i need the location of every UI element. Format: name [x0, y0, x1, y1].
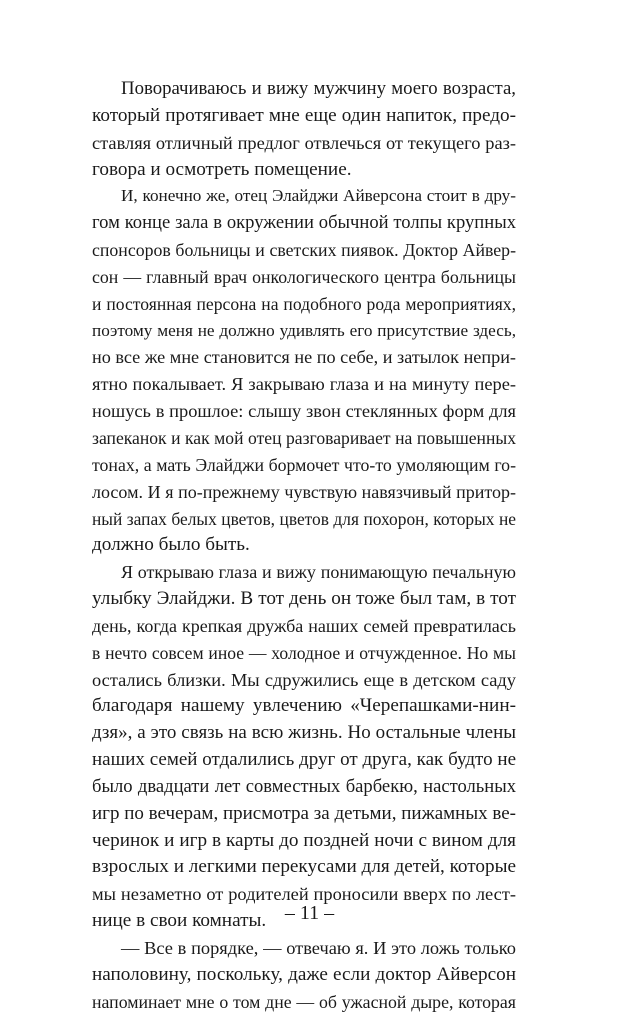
text-line: спонсоров больницы и светских пиявок. Доктор Айвер-	[92, 240, 516, 261]
text-line: Я открываю глаза и вижу понимающую печальную	[121, 562, 516, 583]
text-line: остались близки. Мы сдружились еще в детском саду	[92, 669, 516, 690]
text-line: поэтому меня не должно удивлять его присутствие здесь,	[92, 320, 516, 340]
text-line: наполовину, поскольку, даже если доктор Айверсон	[92, 963, 516, 985]
text-line: Поворачиваюсь и вижу мужчину моего возраста,	[121, 78, 516, 99]
text-line: И, конечно же, отец Элайджи Айверсона стоит в дру-	[121, 186, 516, 206]
text-line: напоминает мне о том дне — об ужасной дыре, которая	[92, 991, 516, 1012]
text-line: — Все в порядке, — отвечаю я. И это ложь только	[121, 938, 516, 958]
text-line: день, когда крепкая дружба наших семей превратилась	[92, 615, 516, 636]
text-line: лосом. И я по-прежнему чувствую навязчивый притор-	[92, 481, 516, 502]
text-line: улыбку Элайджи. В тот день он тоже был там, в тот	[92, 588, 516, 610]
text-line: наших семей отдалились друг от друга, как будто не	[92, 749, 516, 771]
text-line: ный запах белых цветов, цветов для похорон, которых не	[92, 508, 516, 529]
text-line: ятно покалывает. Я закрываю глаза и на минуту пере-	[92, 374, 516, 395]
text-line: но все же мне становится не по себе, и затылок непри-	[92, 347, 516, 368]
text-line: и постоянная персона на подобного рода мероприятиях,	[92, 293, 516, 314]
text-line: тонах, а мать Элайджи бормочет что-то умоляющим го-	[92, 454, 516, 475]
text-line: взрослых и легкими перекусами для детей, которые	[92, 856, 516, 878]
text-line: гом конце зала в окружении обычной толпы крупных	[92, 212, 516, 234]
text-line: дзя», а это связь на всю жизнь. Но остальные члены	[92, 722, 516, 744]
text-line: должно было быть.	[92, 534, 250, 556]
text-line: черинок и игр в карты до поздней ночи с вином для	[92, 829, 516, 851]
body-text	[92, 76, 516, 1016]
text-line: благодаря нашему увлечению «Черепашками-нин-	[92, 695, 516, 717]
text-line: ставляя отличный предлог отвлечься от текущего раз-	[92, 132, 516, 153]
text-line: сон — главный врач онкологического центра больницы	[92, 266, 516, 287]
text-line: запеканок и как мой отец разговаривает на повышенных	[92, 427, 516, 448]
text-line: который протягивает мне еще один напиток, предо-	[92, 104, 516, 126]
text-line: говора и осмотреть помещение.	[92, 158, 352, 180]
text-line: ношусь в прошлое: слышу звон стеклянных форм для	[92, 401, 516, 422]
text-line: нице в свои комнаты.	[92, 910, 267, 932]
text-line: было двадцати лет совместных барбекю, настольных	[92, 775, 516, 797]
text-line: мы незаметно от родителей проносили вверх по лест-	[92, 884, 516, 905]
page-number: – 11 –	[284, 902, 335, 924]
text-line: в нечто совсем иное — холодное и отчужденное. Но мы	[92, 642, 516, 663]
text-line: игр по вечерам, присмотра за детьми, пижамных ве-	[92, 802, 516, 824]
